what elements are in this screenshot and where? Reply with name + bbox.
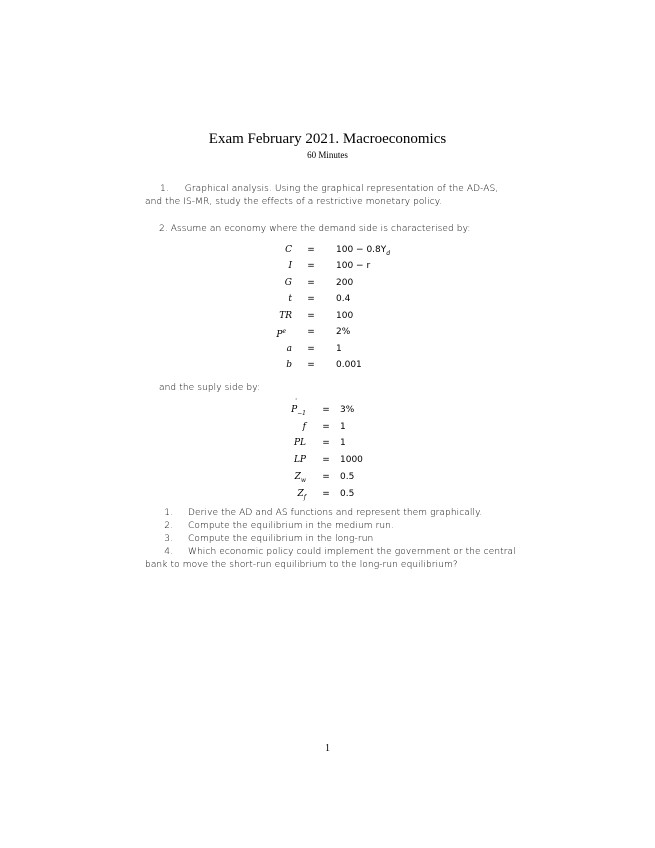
equation-equals: = xyxy=(307,278,315,288)
equation-lhs: t xyxy=(288,294,292,304)
task-number: 3. xyxy=(164,534,173,544)
equation-equals: = xyxy=(322,405,330,415)
page-title: Exam February 2021. Macroeconomics xyxy=(208,131,447,147)
equation-lhs: PL xyxy=(293,438,306,448)
equation-equals: = xyxy=(307,294,315,304)
equation-rhs: 0.4 xyxy=(336,294,351,304)
equation-equals: = xyxy=(307,245,315,255)
exam-duration: 60 Minutes xyxy=(307,150,348,160)
equation-rhs: 0.001 xyxy=(336,360,362,370)
question-1-number: 1. xyxy=(160,184,169,194)
equation-equals: = xyxy=(307,311,315,321)
supply-equations xyxy=(0,398,655,503)
equation-equals: = xyxy=(307,261,315,271)
equation-row xyxy=(0,358,655,372)
equation-lhs: LP xyxy=(293,455,306,465)
question-2-intro: 2. Assume an economy where the demand side is characterised by: xyxy=(159,224,471,234)
question-1 xyxy=(145,183,520,209)
equation-row xyxy=(0,342,655,356)
equation-rhs: 1 xyxy=(340,438,346,448)
equation-lhs: G xyxy=(284,278,292,288)
equation-rhs: 2% xyxy=(336,327,351,337)
equation-row xyxy=(0,276,655,290)
equation-row xyxy=(0,309,655,323)
equation-rhs: 0.5 xyxy=(340,489,355,499)
equation-row xyxy=(0,259,655,273)
demand-equations xyxy=(0,243,655,370)
equation-equals: = xyxy=(307,327,315,337)
equation-rhs: 200 xyxy=(336,278,354,288)
task-number: 2. xyxy=(164,521,173,531)
equation-lhs: Z xyxy=(294,472,301,482)
equation-lhs: a xyxy=(286,344,292,354)
equation-rhs: 100 − r xyxy=(336,261,371,271)
list-item xyxy=(145,533,520,546)
equation-rhs: 1 xyxy=(336,344,342,354)
equation-row: ˙ $P_{-1}$ = 3% xyxy=(291,398,355,417)
equation-equals: = xyxy=(307,360,315,370)
equation-row xyxy=(0,420,655,434)
equation-row: $Z_w$ = 0.5 xyxy=(294,472,355,484)
task-number: 4. xyxy=(164,547,173,557)
task-list xyxy=(145,507,520,572)
task-text: Compute the equilibrium in the long-run xyxy=(188,534,374,544)
equation-lhs: f xyxy=(302,422,306,432)
equation-lhs: C xyxy=(285,245,292,255)
equation-equals: = xyxy=(322,489,330,499)
equation-lhs: P xyxy=(291,405,298,415)
equation-row xyxy=(0,436,655,450)
question-1-line1: Graphical analysis. Using the graphical representation of the AD-AS, xyxy=(184,184,499,194)
list-item xyxy=(145,507,520,520)
equation-equals: = xyxy=(322,422,330,432)
equation-rhs: 100 xyxy=(336,311,354,321)
equation-lhs: P xyxy=(276,330,283,340)
equation-lhs: I xyxy=(288,261,292,271)
equation-rhs: 3% xyxy=(340,405,355,415)
equation-row: $P^e$ = 2% xyxy=(276,327,351,340)
list-item xyxy=(145,520,520,533)
equation-rhs: 1000 xyxy=(340,455,363,465)
question-1-line2: and the IS-MR, study the effects of a restrictive monetary policy. xyxy=(145,197,442,207)
equation-row xyxy=(0,292,655,306)
equation-rhs: 0.5 xyxy=(340,472,355,482)
equation-equals: = xyxy=(322,472,330,482)
equation-lhs: b xyxy=(286,360,292,370)
equation-equals: = xyxy=(322,455,330,465)
equation-equals: = xyxy=(322,438,330,448)
equation-row: $Z_f$ = 0.5 xyxy=(297,489,355,501)
page-number: 1 xyxy=(325,743,330,754)
equation-lhs: TR xyxy=(279,311,292,321)
equation-row: C = $100 - 0.8Y_d$ xyxy=(0,243,655,257)
supply-intro: and the suply side by: xyxy=(159,383,261,393)
task-4-continuation: bank to move the short-run equilibrium to the long-run equilibrium? xyxy=(145,560,458,570)
task-text: Compute the equilibrium in the medium run. xyxy=(188,521,394,531)
equation-rhs: 100 − 0.8Y xyxy=(336,245,387,255)
equation-equals: = xyxy=(307,344,315,354)
task-number: 1. xyxy=(164,508,173,518)
equation-row xyxy=(0,453,655,467)
task-text: Which economic policy could implement the government or the central xyxy=(188,547,516,557)
equation-rhs: 1 xyxy=(340,422,346,432)
task-text: Derive the AD and AS functions and represent them graphically. xyxy=(188,508,483,518)
equation-lhs: Z xyxy=(297,489,304,499)
list-item xyxy=(145,546,520,559)
